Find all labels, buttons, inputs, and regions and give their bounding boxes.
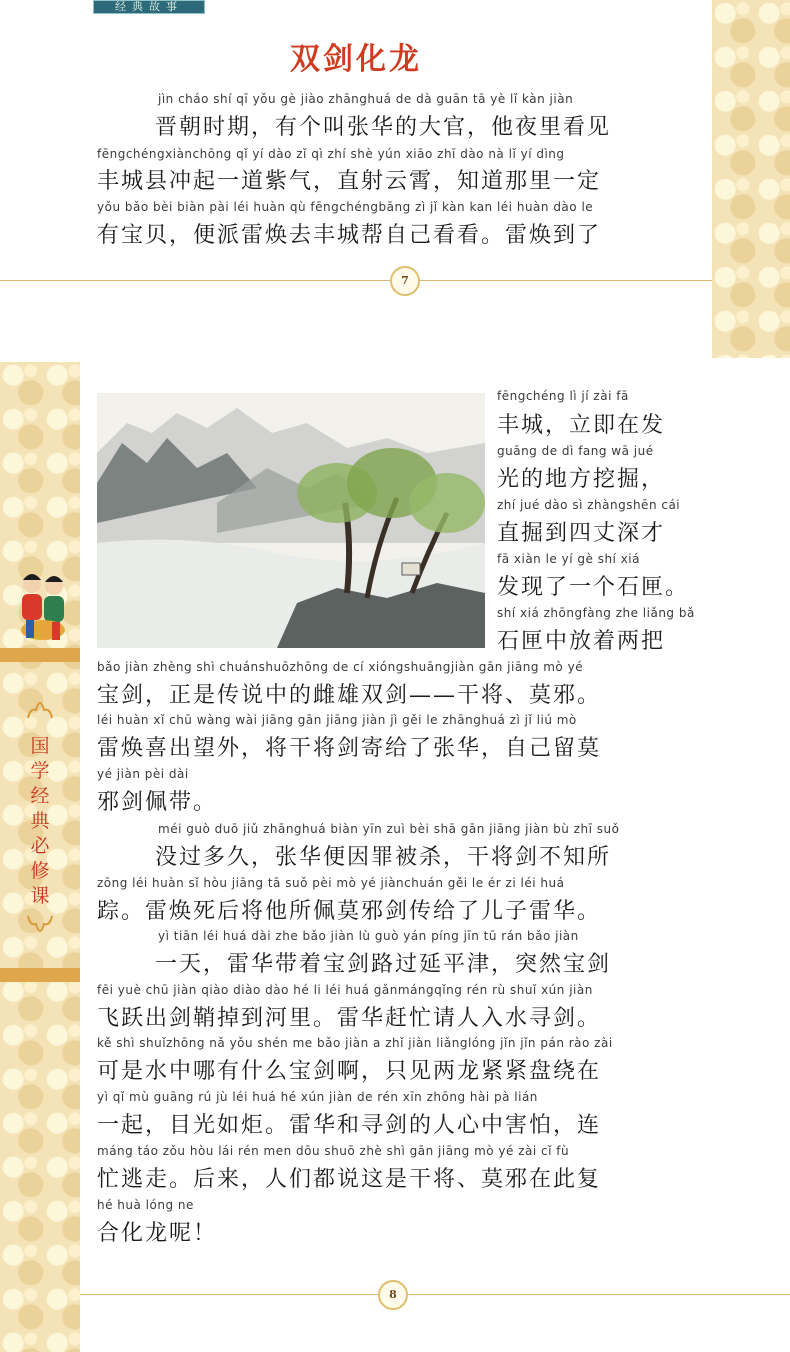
side-label-char: 修 [30, 860, 50, 882]
text-line: 踪。雷焕死后将他所佩莫邪剑传给了儿子雷华。 [97, 899, 602, 924]
side-label-char: 典 [30, 810, 50, 832]
pinyin-line: bǎo jiàn zhèng shì chuánshuōzhōng de cí xióngshuāngjiàn gān jiāng mò yé [97, 660, 584, 674]
pinyin-line: léi huàn xǐ chū wàng wài jiāng gān jiāng jiàn jì gěi le zhānghuá zì jǐ liú mò [97, 713, 577, 727]
text-line: 发现了一个石匣。 [497, 575, 690, 600]
text-line: 邪剑佩带。 [97, 790, 218, 815]
pinyin-line: zhí jué dào sì zhàngshēn cái [497, 498, 681, 512]
side-label-char: 必 [30, 835, 50, 857]
side-label-char: 国 [30, 735, 50, 757]
pinyin-line: fēngchéng lì jí zài fā [497, 389, 629, 403]
border-band [0, 968, 80, 982]
text-line: 有宝贝，便派雷焕去丰城帮自己看看。雷焕到了 [97, 223, 602, 248]
text-line: 晋朝时期，有个叫张华的大官，他夜里看见 [155, 115, 612, 140]
text-line: 雷焕喜出望外，将干将剑寄给了张华，自己留莫 [97, 736, 602, 761]
pinyin-line: guāng de dì fang wā jué [497, 444, 654, 458]
text-line: 没过多久，张华便因罪被杀，干将剑不知所 [155, 845, 612, 870]
cloud-ornament-icon [26, 702, 54, 720]
section-banner: 经典故事 [93, 0, 205, 14]
text-line: 石匣中放着两把 [497, 629, 666, 654]
pinyin-line: yì tiān léi huá dài zhe bǎo jiàn lù guò yán píng jīn tū rán bǎo jiàn [158, 929, 579, 943]
text-line: 宝剑，正是传说中的雌雄双剑——干将、莫邪。 [97, 683, 602, 708]
page-number: 8 [378, 1280, 408, 1310]
side-label-char: 学 [30, 760, 50, 782]
pinyin-line: méi guò duō jiǔ zhānghuá biàn yīn zuì bèi shā gān jiāng jiàn bù zhī suǒ [158, 822, 620, 836]
cloud-ornament-icon [26, 914, 54, 932]
text-line: 丰城，立即在发 [497, 413, 666, 438]
page-number: 7 [390, 266, 420, 296]
pinyin-line: shí xiá zhōngfàng zhe liǎng bǎ [497, 606, 695, 620]
border-band [0, 648, 80, 662]
children-illustration [14, 568, 72, 646]
text-line: 直掘到四丈深才 [497, 521, 666, 546]
side-label-char: 课 [30, 885, 50, 907]
text-line: 丰城县冲起一道紫气，直射云霄，知道那里一定 [97, 169, 602, 194]
text-line: 合化龙呢！ [97, 1221, 218, 1246]
side-label-char: 经 [30, 785, 50, 807]
decorative-border-right [712, 0, 790, 358]
page-divider [0, 280, 712, 281]
side-column-label [0, 698, 80, 938]
pinyin-line: yé jiàn pèi dài [97, 767, 189, 781]
text-line: 一起，目光如炬。雷华和寻剑的人心中害怕，连 [97, 1113, 602, 1138]
pinyin-line: jìn cháo shí qī yǒu gè jiào zhānghuá de dà guān tā yè lǐ kàn jiàn [158, 92, 574, 106]
pinyin-line: kě shì shuǐzhōng nǎ yǒu shén me bǎo jiàn a zhǐ jiàn liǎnglóng jǐn jǐn pán rào zài [97, 1036, 613, 1050]
landscape-painting [97, 393, 485, 648]
text-line: 可是水中哪有什么宝剑啊，只见两龙紧紧盘绕在 [97, 1059, 602, 1084]
pinyin-line: fēngchéngxiànchōng qǐ yí dào zǐ qì zhí shè yún xiāo zhī dào nà lǐ yí dìng [97, 147, 565, 161]
pinyin-line: fēi yuè chū jiàn qiào diào dào hé li léi huá gǎnmángqǐng rén rù shuǐ xún jiàn [97, 983, 593, 997]
story-title: 双剑化龙 [290, 42, 422, 77]
text-line: 光的地方挖掘， [497, 467, 666, 492]
pinyin-line: zōng léi huàn sǐ hòu jiāng tā suǒ pèi mò yé jiànchuán gěi le ér zi léi huá [97, 876, 565, 890]
text-line: 忙逃走。后来，人们都说这是干将、莫邪在此复 [97, 1167, 602, 1192]
vertical-series-title [0, 734, 80, 909]
pinyin-line: yì qǐ mù guāng rú jù léi huá hé xún jiàn de rén xīn zhōng hài pà lián [97, 1090, 538, 1104]
pinyin-line: máng táo zǒu hòu lái rén men dōu shuō zhè shì gān jiāng mò yé zài cǐ fù [97, 1144, 570, 1158]
pinyin-line: yǒu bǎo bèi biàn pài léi huàn qù fēngchéngbāng zì jǐ kàn kan léi huàn dào le [97, 200, 594, 214]
text-line: 一天，雷华带着宝剑路过延平津，突然宝剑 [155, 952, 612, 977]
page-divider [80, 1294, 790, 1295]
text-line: 飞跃出剑鞘掉到河里。雷华赶忙请人入水寻剑。 [97, 1006, 602, 1031]
pinyin-line: hé huà lóng ne [97, 1198, 194, 1212]
pinyin-line: fā xiàn le yí gè shí xiá [497, 552, 640, 566]
